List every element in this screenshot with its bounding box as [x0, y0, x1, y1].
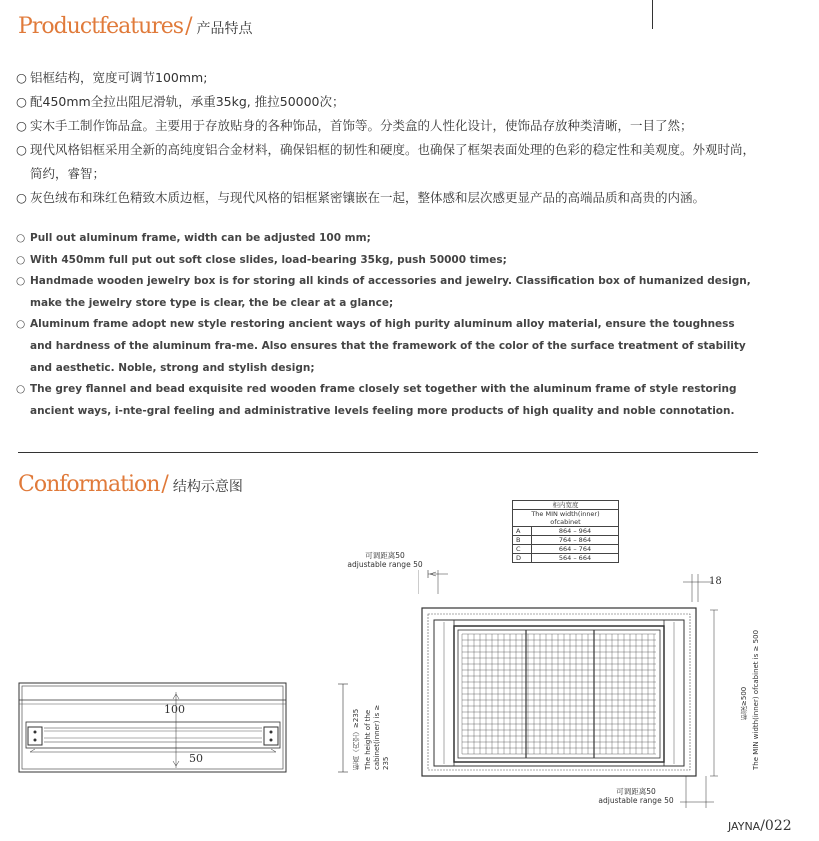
table-cell: B — [513, 536, 532, 545]
page-number: 022 — [764, 818, 792, 834]
feature-text: 现代风格铝框采用全新的高纯度铝合金材料，确保铝框的韧性和硬度。也确保了框架表面处理的色彩的稳定性和美观度。外观时尚，简约，睿智； — [30, 142, 756, 181]
conformation-heading — [18, 472, 243, 497]
dim-18-label: 18 — [709, 576, 722, 587]
table-title-en: The MIN width(inner) ofcabinet — [513, 510, 619, 527]
adjust-top-en: adjustable range 50 — [347, 560, 423, 569]
table-row — [513, 554, 619, 563]
bullet-icon: ○ — [16, 94, 27, 109]
top-vertical-mark — [652, 0, 653, 29]
footer-slash: / — [760, 818, 765, 834]
bullet-icon: ○ — [16, 383, 26, 396]
adjust-bottom-cn: 可调距离50 — [616, 787, 656, 796]
feature-text: 配450mm全拉出阻尼滑轨，承重35kg, 推拉50000次； — [30, 94, 345, 109]
bullet-icon: ○ — [16, 142, 27, 157]
table-cell: 664 – 764 — [532, 545, 619, 554]
list-item — [16, 379, 756, 422]
adjust-top-cn: 可调距离50 — [365, 551, 405, 560]
list-item — [16, 228, 756, 250]
feature-text: Pull out aluminum frame, width can be adjusted 100 mm; — [30, 232, 371, 244]
bullet-icon: ○ — [16, 318, 26, 331]
plan-depth-cn: 柜深≥500 — [740, 686, 748, 720]
table-row — [513, 545, 619, 554]
table-row — [513, 536, 619, 545]
feature-text: The grey flannel and bead exquisite red wooden frame closely set together with the aluminum frame of style restoring ancient ways, i-nte-gral feeling and administrative levels feeling more products of high quality and noble connotation. — [30, 383, 737, 417]
feature-text: Aluminum frame adopt new style restoring ancient ways of high purity aluminum alloy material, ensure the toughness and hardness of the aluminum fra-me. Also ensures that the framework of the color of the surface treatment of stability and aesthetic. Noble, strong and stylish design; — [30, 318, 746, 374]
product-features-subtitle: 产品特点 — [196, 21, 253, 37]
table-title-cn: 柜内宽度 — [513, 501, 619, 510]
list-item — [16, 250, 756, 272]
bullet-icon: ○ — [16, 232, 26, 244]
bullet-icon: ○ — [16, 253, 26, 266]
conformation-subtitle: 结构示意图 — [172, 479, 243, 495]
bullet-icon: ○ — [16, 118, 27, 133]
plan-grid — [462, 634, 656, 754]
table-cell: 564 – 664 — [532, 554, 619, 563]
section-divider — [18, 452, 758, 453]
bullet-icon: ○ — [16, 70, 27, 85]
feature-text: 灰色绒布和珠红色精致木质边框，与现代风格的铝框紧密镶嵌在一起，整体感和层次感更显产品的高端品质和高贵的内涵。 — [30, 190, 706, 205]
list-item — [16, 114, 761, 138]
width-table — [512, 500, 619, 563]
bullet-icon: ○ — [16, 275, 26, 288]
list-item — [16, 271, 756, 314]
conformation-title: Conformation — [18, 472, 160, 497]
feature-text: With 450mm full put out soft close slides, load-bearing 35kg, push 50000 times; — [30, 253, 507, 266]
bullet-icon: ○ — [16, 190, 27, 205]
feature-text: 铝框结构，宽度可调节100mm; — [30, 70, 208, 85]
features-en-list — [16, 228, 756, 422]
feature-text: 实木手工制作饰品盒。主要用于存放贴身的各种饰品，首饰等。分类盒的人性化设计，使饰品存放种类清晰，一目了然； — [30, 118, 693, 133]
table-cell: C — [513, 545, 532, 554]
table-cell: 864 – 964 — [532, 527, 619, 536]
side-height-en: The height of the cabinet(inner) is ≥ 235 — [364, 704, 390, 770]
side-height-dimension — [336, 682, 350, 774]
list-item — [16, 314, 756, 379]
side-elevation-drawing — [18, 682, 288, 774]
plan-depth-en: The MIN width(inner) ofcabinet is ≥ 500 — [752, 629, 760, 770]
table-cell: A — [513, 527, 532, 536]
table-cell: D — [513, 554, 532, 563]
heading-slash: / — [161, 472, 169, 497]
product-features-heading — [18, 14, 253, 39]
brand-name: JAYNA — [728, 820, 761, 833]
list-item — [16, 66, 761, 90]
page-footer — [728, 818, 792, 834]
plan-view-drawing — [418, 570, 718, 808]
heading-slash: / — [185, 14, 193, 39]
list-item — [16, 186, 761, 210]
features-cn-list — [16, 66, 761, 210]
adjust-bottom-en: adjustable range 50 — [598, 796, 674, 805]
dim-50-label: 50 — [189, 752, 203, 765]
table-row — [513, 527, 619, 536]
product-features-title: Productfeatures — [18, 14, 184, 39]
side-height-cn: 柜高（内空）≥235 — [352, 708, 360, 770]
list-item — [16, 90, 761, 114]
list-item — [16, 138, 761, 186]
feature-text: Handmade wooden jewelry box is for storing all kinds of accessories and jewelry. Classification box of humanized design, make the jewelry store type is clear, the be clear at a glance; — [30, 275, 751, 309]
table-cell: 764 – 864 — [532, 536, 619, 545]
adjust-top-label — [345, 551, 425, 569]
dim-100-label: 100 — [164, 703, 185, 716]
